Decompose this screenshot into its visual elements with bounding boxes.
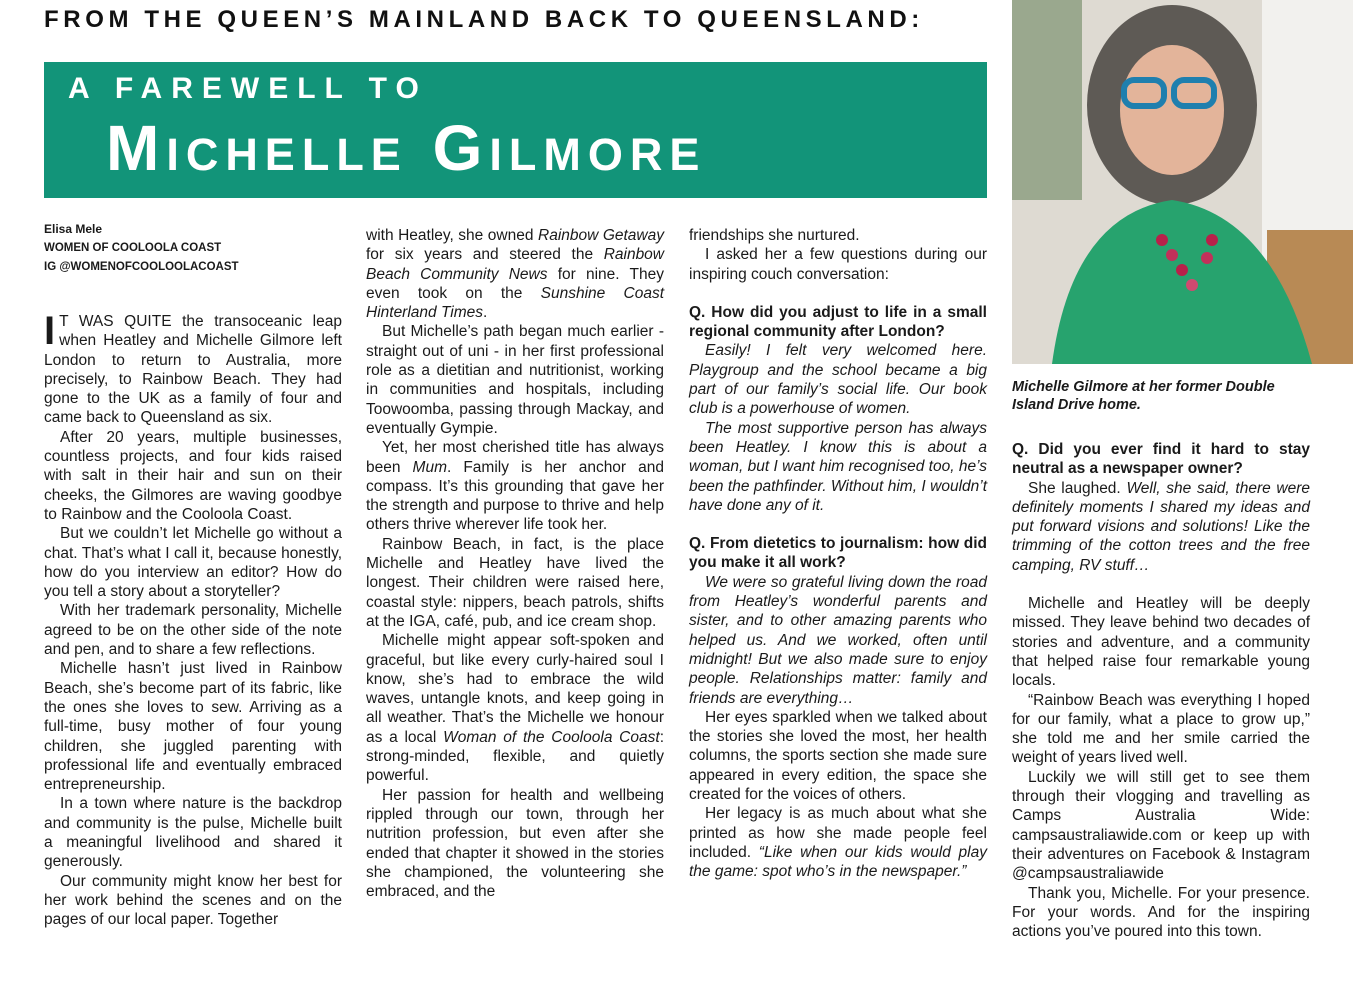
question-1: Q. How did you adjust to life in a small regional community after London? xyxy=(689,303,987,341)
portrait-photo xyxy=(1012,0,1353,364)
paragraph: Thank you, Michelle. For your presence. For your words. And for the inspiring actions you’ve poured into this town. xyxy=(1012,884,1310,941)
byline xyxy=(44,220,344,277)
answer-3 xyxy=(1012,479,1310,575)
paragraph: Her passion for health and wellbeing rippled through our town, through her nutrition profession, but even after she ended that chapter it showed in the stories she championed, the volunteering she embraced, and the xyxy=(366,786,664,901)
drop-cap: I xyxy=(44,309,56,353)
text: with Heatley, she owned xyxy=(366,227,538,244)
paragraph: “Rainbow Beach was everything I hoped for our family, what a place to grow up,” she told me and her smile carried the weight of years lived well. xyxy=(1012,691,1310,767)
italic-text: Rainbow Getaway xyxy=(538,227,664,244)
portrait-illustration xyxy=(1012,0,1353,364)
paragraph: Michelle hasn’t just lived in Rainbow Beach, she’s become part of its fabric, like the ones she loves to sew. Arriving as a full-time, busy mother of four young children, she juggled parenting with professional life and eventually embraced entrepreneurship. xyxy=(44,660,342,794)
paragraph xyxy=(366,631,664,785)
paragraph: But Michelle’s path began much earlier - straight out of uni - in her first professional role as a dietitian and nutritionist, working in communities and hospitals, including Toowoomba, passing through Mackay, and eventually Gympie. xyxy=(366,323,664,437)
paragraph: Our community might know her best for her work behind the scenes and on the pages of our local paper. Together xyxy=(44,872,342,929)
article-column-2 xyxy=(366,226,664,901)
author-org: WOMEN OF COOLOOLA COAST xyxy=(44,242,222,254)
answer-2 xyxy=(689,573,987,708)
paragraph: I asked her a few questions during our inspiring couch conversation: xyxy=(689,246,987,283)
italic-text: Well, she said, there were definitely moments I shared my ideas and put forward visions and solutions! Like the trimming of the cotton trees and the free camping, RV stuff… xyxy=(1012,479,1311,574)
article-column-3 xyxy=(689,226,987,882)
text: Yet, her most cherished title has always been xyxy=(366,439,664,476)
headline-small: A FAREWELL TO xyxy=(68,72,428,105)
italic-text: “Like when our kids would play the game: spot who’s in the newspaper.” xyxy=(689,843,987,881)
text: She laughed. xyxy=(1028,479,1127,497)
question-2: Q. From dietetics to journalism: how did you make it all work? xyxy=(689,535,987,572)
paragraph xyxy=(366,438,664,534)
italic-text: We were so grateful living down the road from Heatley’s wonderful parents and sister, and to other amazing parents who helped us. And we worked, often until midnight! But we also made sure to enjoy people. Relationships matter: family and friends are everything… xyxy=(689,573,987,707)
article-column-4 xyxy=(1012,440,1310,941)
paragraph: Her eyes sparkled when we talked about the stories she loved the most, her health columns, the sports section she made sure appeared in every edition, the space she created for the voices of others. xyxy=(689,708,987,804)
lead-paragraph xyxy=(44,309,342,428)
answer-1 xyxy=(689,341,987,418)
italic-text: Sunshine Coast Hinterland Times xyxy=(366,284,664,322)
headline-banner xyxy=(44,62,987,198)
text: for six years and steered the xyxy=(366,246,604,264)
headline-name: Michelle Gilmore xyxy=(106,112,707,184)
paragraph xyxy=(366,226,664,322)
paragraph: In a town where nature is the backdrop and community is the pulse, Michelle built a meaningful livelihood and shared it generously. xyxy=(44,795,342,871)
italic-text: Mum xyxy=(412,458,447,476)
paragraph: With her trademark personality, Michelle agreed to be on the other side of the note and pen, and to share a few reflections. xyxy=(44,602,342,659)
italic-text: The most supportive person has always been Heatley. I know this is about a woman, but I want him recognised too, he’s been the pathfinder. Without him, I wouldn’t have done any of it. xyxy=(689,419,987,514)
author-instagram: IG @WOMENOFCOOLOOLACOAST xyxy=(44,261,239,273)
photo-caption: Michelle Gilmore at her former Double Island Drive home. xyxy=(1012,379,1275,413)
text: . Family is her anchor and compass. It’s this grounding that gave her the strength and purpose to thrive and help others thrive wherever life took her. xyxy=(366,458,664,534)
italic-text: Rainbow Beach Community News xyxy=(366,246,664,283)
italic-text: Woman of the Cooloola Coast xyxy=(443,728,660,746)
answer-1b xyxy=(689,419,987,515)
author-name: Elisa Mele xyxy=(44,222,103,236)
paragraph: friendships she nurtured. xyxy=(689,227,860,244)
question-3: Q. Did you ever find it hard to stay neutral as a newspaper owner? xyxy=(1012,441,1310,478)
text: : strong-minded, flexible, and quietly powerful. xyxy=(366,728,664,785)
paragraph-text: T WAS QUITE the transoceanic leap when Heatley and Michelle Gilmore left London to return to Australia, more precisely, to Rainbow Beach. They had gone to the UK as a family of four and came back to Queensland as six. xyxy=(44,313,342,427)
text: . xyxy=(483,304,488,322)
text: for nine. They even took on the xyxy=(366,265,664,302)
article-column-1 xyxy=(44,309,342,930)
paragraph xyxy=(689,804,987,881)
paragraph: But we couldn’t let Michelle go without a chat. That’s what I call it, because honestly, how do you interview an editor? How do you tell a story about a storyteller? xyxy=(44,525,342,601)
italic-text: Easily! I felt very welcomed here. Playgroup and the school became a big part of our family’s social life. Our book club is a powerhouse of women. xyxy=(689,342,987,418)
paragraph: After 20 years, multiple businesses, countless projects, and four kids raised with salt in their hair and sun on their cheeks, the Gilmores are waving goodbye to Rainbow and the Cooloola Coast. xyxy=(44,428,342,523)
text: Michelle might appear soft-spoken and graceful, but like every curly-haired soul I know, she’s had to embrace the wild waves, untangle knots, and keep going in all weather. That’s the Michelle we honour as a local xyxy=(366,632,664,746)
paragraph: Michelle and Heatley will be deeply missed. They leave behind two decades of stories and adventure, and a community that helped raise four remarkable young locals. xyxy=(1012,595,1310,690)
text: Her legacy is as much about what she printed as how she made people feel included. xyxy=(689,805,987,861)
paragraph: Luckily we will still get to see them through their vlogging and travelling as Camps Australia Wide: campsaustraliawide.com or keep up with their adventures on Facebook & Instagram @campsaustraliawide xyxy=(1012,768,1310,883)
kicker-headline: FROM THE QUEEN’S MAINLAND BACK TO QUEENSLAND: xyxy=(44,6,924,33)
paragraph: Rainbow Beach, in fact, is the place Michelle and Heatley have lived the longest. Their children were raised here, coastal style: nippers, beach patrols, shifts at the IGA, café, pub, and ice cream shop. xyxy=(366,535,664,630)
